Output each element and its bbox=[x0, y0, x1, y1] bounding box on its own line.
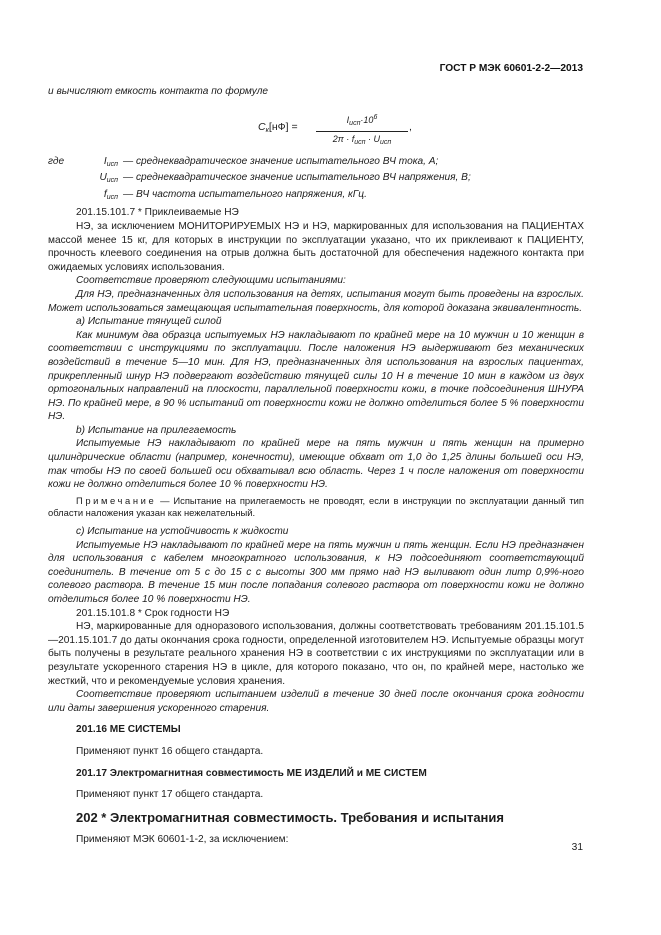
note bbox=[48, 495, 584, 520]
children-note: Для НЭ, предназначенных для использования на детях, испытания могут быть проведены на взрослых. Может использоваться замещающая испытательная поверхность, для которой доказана эквивалентность. bbox=[48, 288, 584, 314]
formula-numerator: $I_{исп}\cdot 10^6$ bbox=[316, 111, 408, 133]
compliance-statement-2: Соответствие проверяют испытанием изделий в течение 30 дней после окончания срока годности или даты завершения ускоренного старения. bbox=[48, 689, 584, 714]
section-201-17-text: Применяют пункт 17 общего стандарта. bbox=[76, 789, 264, 801]
section-201-17-heading: 201.17 Электромагнитная совместимость МЕ ИЗДЕЛИЙ и МЕ СИСТЕМ bbox=[76, 767, 427, 779]
clause-201-15-101-7-text: НЭ, за исключением МОНИТОРИРУЕМЫХ НЭ и НЭ, маркированных для использования на ПАЦИЕНТАХ массой менее 15 кг, для которых в инструкции по эксплуатации указано, что их приклеивают к ПАЦИЕНТУ, прочность клеевого соединения на отрыв должна быть достаточной для обеспечения надежного контакта при ожидаемых условиях использования. bbox=[48, 220, 584, 273]
document-body bbox=[48, 85, 584, 847]
note-text: — Испытание на прилегаемость не проводят, если в инструкции по эксплуатации данный тип области наложения указан как нежелательный. bbox=[48, 494, 584, 519]
capacitance-formula bbox=[48, 99, 584, 153]
section-201-16-heading: 201.16 МЕ СИСТЕМЫ bbox=[76, 724, 181, 736]
definition-current: где $I_{исп}$ — среднеквадратическое значение испытательного ВЧ тока, А; bbox=[48, 155, 439, 168]
test-c-title: с) Испытание на устойчивость к жидкости bbox=[76, 526, 289, 538]
formula-definitions bbox=[48, 155, 584, 205]
test-a-title: а) Испытание тянущей силой bbox=[76, 316, 222, 328]
definition-voltage: $U_{исп}$ — среднеквадратическое значение испытательного ВЧ напряжения, В; bbox=[99, 172, 471, 185]
formula-comma: , bbox=[409, 120, 412, 133]
note-label: Примечание bbox=[76, 494, 157, 506]
section-201-16-text: Применяют пункт 16 общего стандарта. bbox=[76, 745, 264, 757]
section-202-text: Применяют МЭК 60601-1-2, за исключением: bbox=[76, 834, 289, 846]
section-202-heading: 202 * Электромагнитная совместимость. Требования и испытания bbox=[76, 809, 504, 825]
formula-fraction bbox=[316, 111, 408, 150]
clause-201-15-101-7-title: 201.15.101.7 * Приклеиваемые НЭ bbox=[76, 207, 239, 219]
document-header: ГОСТ Р МЭК 60601-2-2—2013 bbox=[439, 63, 583, 74]
page-number: 31 bbox=[571, 842, 583, 853]
test-b-title: b) Испытание на прилегаемость bbox=[76, 424, 237, 436]
clause-201-15-101-8-text: НЭ, маркированные для одноразового использования, должны соответствовать требованиям 201.15.101.5—201.15.101.7 до даты окончания срока годности, определенной изготовителем НЭ. Испытуемые образцы могут быть получены в результате реального хранения НЭ в соответствии с их инструкциями по эксплуатации или в результате ускоренного старения НЭ в цикле, для которого показано, что он, по крайней мере, настолько же жесткий, что и рекомендуемые условия хранения. bbox=[48, 621, 584, 687]
test-b-text: Испытуемые НЭ накладывают по крайней мере на пять мужчин и пять женщин на примерно цилиндрические области (например, конечности), имеющие обхват от 1,0 до 1,25 длины большей оси НЭ, так чтобы НЭ по своей большей оси обхватывал всю область. Через 1 ч после наложения от поверхности кожи не должно отделиться более 10 % поверхности НЭ. bbox=[48, 438, 584, 491]
definition-frequency: $f_{исп}$ — ВЧ частота испытательного напряжения, кГц. bbox=[103, 188, 367, 201]
clause-201-15-101-8-title: 201.15.101.8 * Срок годности НЭ bbox=[76, 607, 230, 619]
test-a-text: Как минимум два образца испытуемых НЭ накладывают по крайней мере на 10 мужчин и 10 женщин в соответствии с инструкциями по эксплуатации. После наложения НЭ выдерживают без механических воздействий в течение 5—10 мин. Для НЭ, предназначенных для использования на взрослых пациентах, прикрепленный шнур НЭ подвергают воздействию тянущей силы 10 Н в течение 10 мин в каждом из двух ортогональных направлений на плоскости, параллельной поверхности кожи, в точке подсоединения ШНУРА НЭ. По крайней мере, в 90 % испытаний от поверхности кожи не должно отделиться более 5 % поверхности НЭ. bbox=[48, 329, 584, 423]
formula-lhs: $C_к[нФ]$ = bbox=[258, 120, 298, 134]
compliance-statement-1: Соответствие проверяют следующими испытаниями: bbox=[76, 275, 346, 287]
test-c-text: Испытуемые НЭ накладывают по крайней мере на пять мужчин и пять женщин. Если НЭ предназначен для использования с кабелем многократного использования, к НЭ подсоединяют соответствующий соединитель. В течение от 5 с до 15 с с высоты 300 мм прямо над НЭ выливают один литр 0,9%-ного солевого раствора. В течение 15 мин после попадания солевого раствора от поверхности кожи не должно отделиться более 10 % поверхности НЭ. bbox=[48, 539, 584, 605]
formula-intro: и вычисляют емкость контакта по формуле bbox=[48, 86, 269, 97]
formula-denominator: $2\pi \cdot f_{исп} \cdot U_{исп}$ bbox=[332, 134, 392, 147]
